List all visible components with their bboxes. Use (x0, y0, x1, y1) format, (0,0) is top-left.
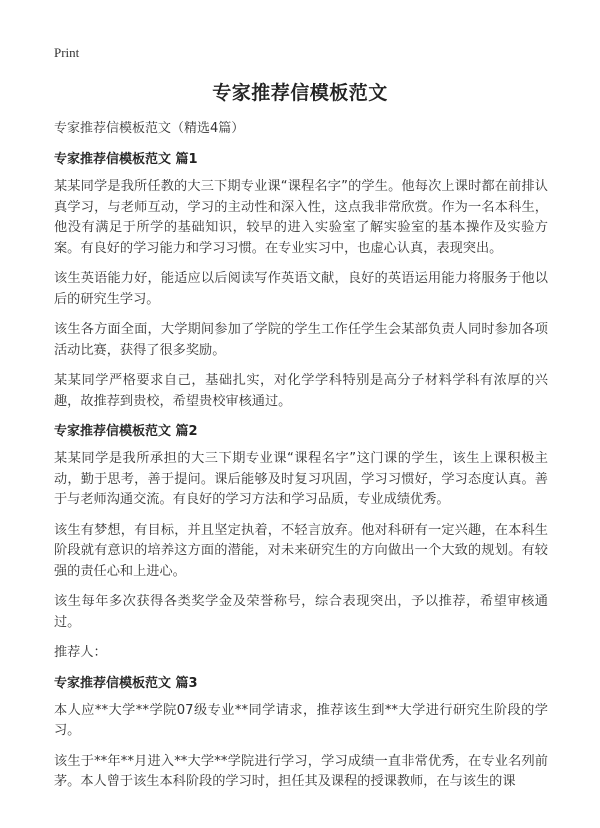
document-body (54, 119, 548, 803)
print-link[interactable]: Print (54, 45, 80, 60)
paragraph: 该生英语能力好，能适应以后阅读写作英语文献，良好的英语运用能力将服务于他以后的研究生学习。 (54, 271, 548, 307)
paragraph: 该生每年多次获得各类奖学金及荣誉称号，综合表现突出，予以推荐，希望审核通过。 (54, 594, 548, 630)
section-1 (54, 150, 548, 412)
section-2 (54, 422, 548, 664)
paragraph: 该生各方面全面，大学期间参加了学院的学生工作任学生会某部负责人同时参加各项活动比赛，获得了很多奖励。 (54, 322, 548, 358)
paragraph: 本人应**大学**学院07级专业**同学请求，推荐该生到**大学进行研究生阶段的学习。 (54, 702, 548, 738)
section-heading: 专家推荐信模板范文 篇1 (54, 152, 198, 167)
section-heading: 专家推荐信模板范文 篇2 (54, 424, 198, 439)
section-heading: 专家推荐信模板范文 篇3 (54, 675, 198, 691)
paragraph: 某某同学是我所承担的大三下期专业课“课程名字”这门课的学生，该生上课积极主动，勤于思考，善于提问。课后能够及时复习巩固，学习习惯好，学习态度认真。善于与老师沟通交流。有良好的学习方法和学习品质，专业成绩优秀。 (54, 451, 548, 507)
recommender-line: 推荐人： (54, 645, 107, 660)
paragraph: 某某同学是我所任教的大三下期专业课“课程名字”的学生。他每次上课时都在前排认真学习，与老师互动，学习的主动性和深入性，这点我非常欣赏。作为一名本科生，他没有满足于所学的基础知识，较早的进入实验室了解实验室的基本操作及实验方案。有良好的学习能力和学习习惯。在专业实习中，也虚心认真，表现突出。 (54, 179, 548, 256)
section-3 (54, 674, 548, 793)
paragraph: 该生有梦想，有目标，并且坚定执着，不轻言放弃。他对科研有一定兴趣，在本科生阶段就有意识的培养这方面的潜能，对未来研究生的方向做出一个大致的规划。有较强的责任心和上进心。 (54, 522, 548, 579)
paragraph: 该生于**年**月进入**大学**学院进行学习，学习成绩一直非常优秀，在专业名列前茅。本人曾于该生本科阶段的学习时，担任其及课程的授课教师，在与该生的课 (54, 753, 548, 789)
paragraph: 某某同学严格要求自己，基础扎实，对化学学科特别是高分子材料学科有浓厚的兴趣，故推荐到贵校，希望贵校审核通过。 (54, 373, 548, 409)
page-title: 专家推荐信模板范文 (212, 82, 388, 104)
document-intro: 专家推荐信模板范文（精选4篇） (54, 121, 245, 136)
